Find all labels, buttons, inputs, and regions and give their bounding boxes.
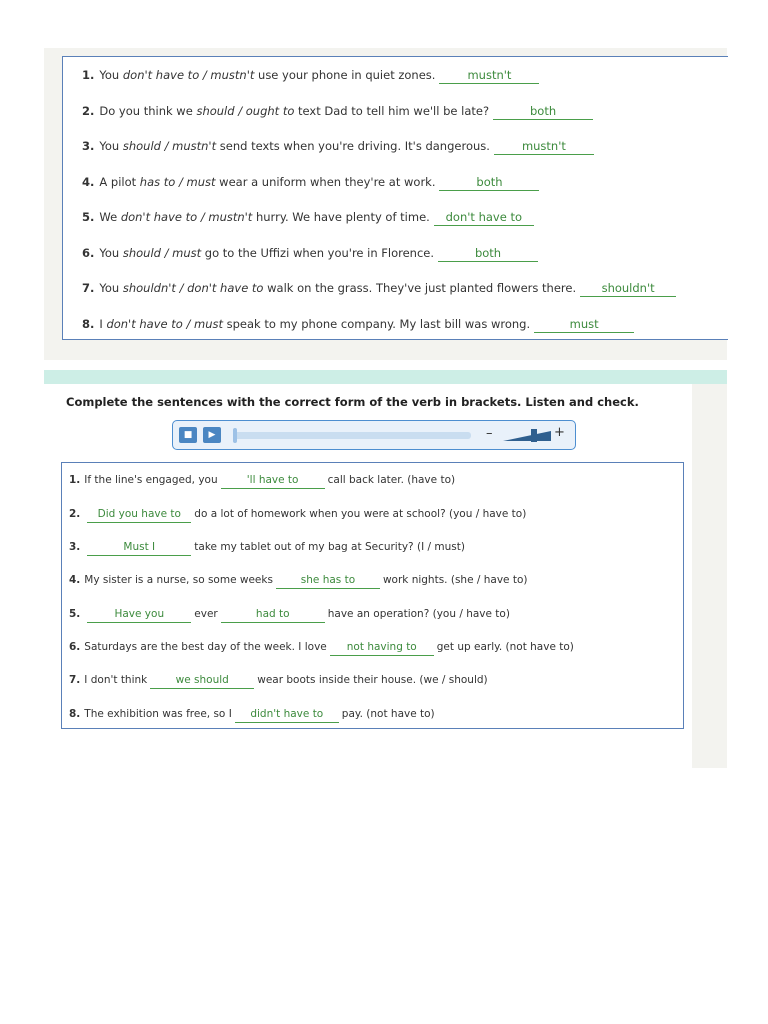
exercise2-instruction: Complete the sentences with the correct form of the verb in brackets. Listen and check. (66, 395, 639, 409)
ex1-answer-2[interactable]: both (493, 103, 593, 120)
progress-track[interactable] (233, 432, 471, 439)
ex2-item-1: 1. If the line's engaged, you 'll have to call back later. (have to) (69, 472, 455, 489)
audio-player (172, 420, 576, 450)
volume-up-button[interactable]: + (554, 425, 565, 440)
ex2-answer-2[interactable]: Did you have to (87, 506, 191, 523)
ex1-item-3: 3. You should / mustn't send texts when you're driving. It's dangerous. mustn't (82, 138, 594, 155)
stop-button[interactable] (179, 427, 197, 443)
ex1-item-7: 7. You shouldn't / don't have to walk on the grass. They've just planted flowers there. shouldn't (82, 280, 676, 297)
ex2-answer-8[interactable]: didn't have to (235, 706, 339, 723)
ex1-answer-6[interactable]: both (438, 245, 538, 262)
ex1-answer-4[interactable]: both (439, 174, 539, 191)
ex1-item-1: 1. You don't have to / mustn't use your phone in quiet zones. mustn't (82, 67, 539, 84)
ex1-answer-5[interactable]: don't have to (434, 209, 534, 226)
ex2-answer-7[interactable]: we should (150, 672, 254, 689)
ex2-answer-4[interactable]: she has to (276, 572, 380, 589)
ex2-answer-3[interactable]: Must I (87, 539, 191, 556)
ex1-item-6: 6. You should / must go to the Uffizi when you're in Florence. both (82, 245, 538, 262)
exercise1-box (62, 56, 728, 340)
ex1-answer-8[interactable]: must (534, 316, 634, 333)
ex1-item-4: 4. A pilot has to / must wear a uniform when they're at work. both (82, 174, 539, 191)
ex2-answer-5b[interactable]: had to (221, 606, 325, 623)
play-button[interactable] (203, 427, 221, 443)
play-icon: ▶ (208, 430, 216, 440)
ex2-item-6: 6. Saturdays are the best day of the week. I love not having to get up early. (not have to) (69, 639, 574, 656)
ex1-item-8: 8. I don't have to / must speak to my phone company. My last bill was wrong. must (82, 316, 634, 333)
ex2-answer-5a[interactable]: Have you (87, 606, 191, 623)
section-divider (44, 370, 727, 384)
ex2-answer-6[interactable]: not having to (330, 639, 434, 656)
ex1-item-5: 5. We don't have to / mustn't hurry. We have plenty of time. don't have to (82, 209, 534, 226)
volume-slider[interactable] (503, 429, 553, 442)
ex2-answer-1[interactable]: 'll have to (221, 472, 325, 489)
ex1-answer-7[interactable]: shouldn't (580, 280, 676, 297)
ex2-item-5: 5. Have you ever had to have an operation? (you / have to) (69, 606, 510, 623)
ex1-item-2: 2. Do you think we should / ought to text Dad to tell him we'll be late? both (82, 103, 593, 120)
ex2-item-2: 2. Did you have to do a lot of homework when you were at school? (you / have to) (69, 506, 526, 523)
ex2-item-7: 7. I don't think we should wear boots inside their house. (we / should) (69, 672, 488, 689)
ex2-item-3: 3. Must I take my tablet out of my bag at Security? (I / must) (69, 539, 465, 556)
ex2-item-4: 4. My sister is a nurse, so some weeks she has to work nights. (she / have to) (69, 572, 528, 589)
ex2-item-8: 8. The exhibition was free, so I didn't have to pay. (not have to) (69, 706, 435, 723)
progress-thumb[interactable] (233, 428, 237, 443)
stop-icon: ■ (183, 430, 193, 440)
volume-down-button[interactable]: – (486, 426, 493, 441)
ex1-answer-3[interactable]: mustn't (494, 138, 594, 155)
ex1-answer-1[interactable]: mustn't (439, 67, 539, 84)
